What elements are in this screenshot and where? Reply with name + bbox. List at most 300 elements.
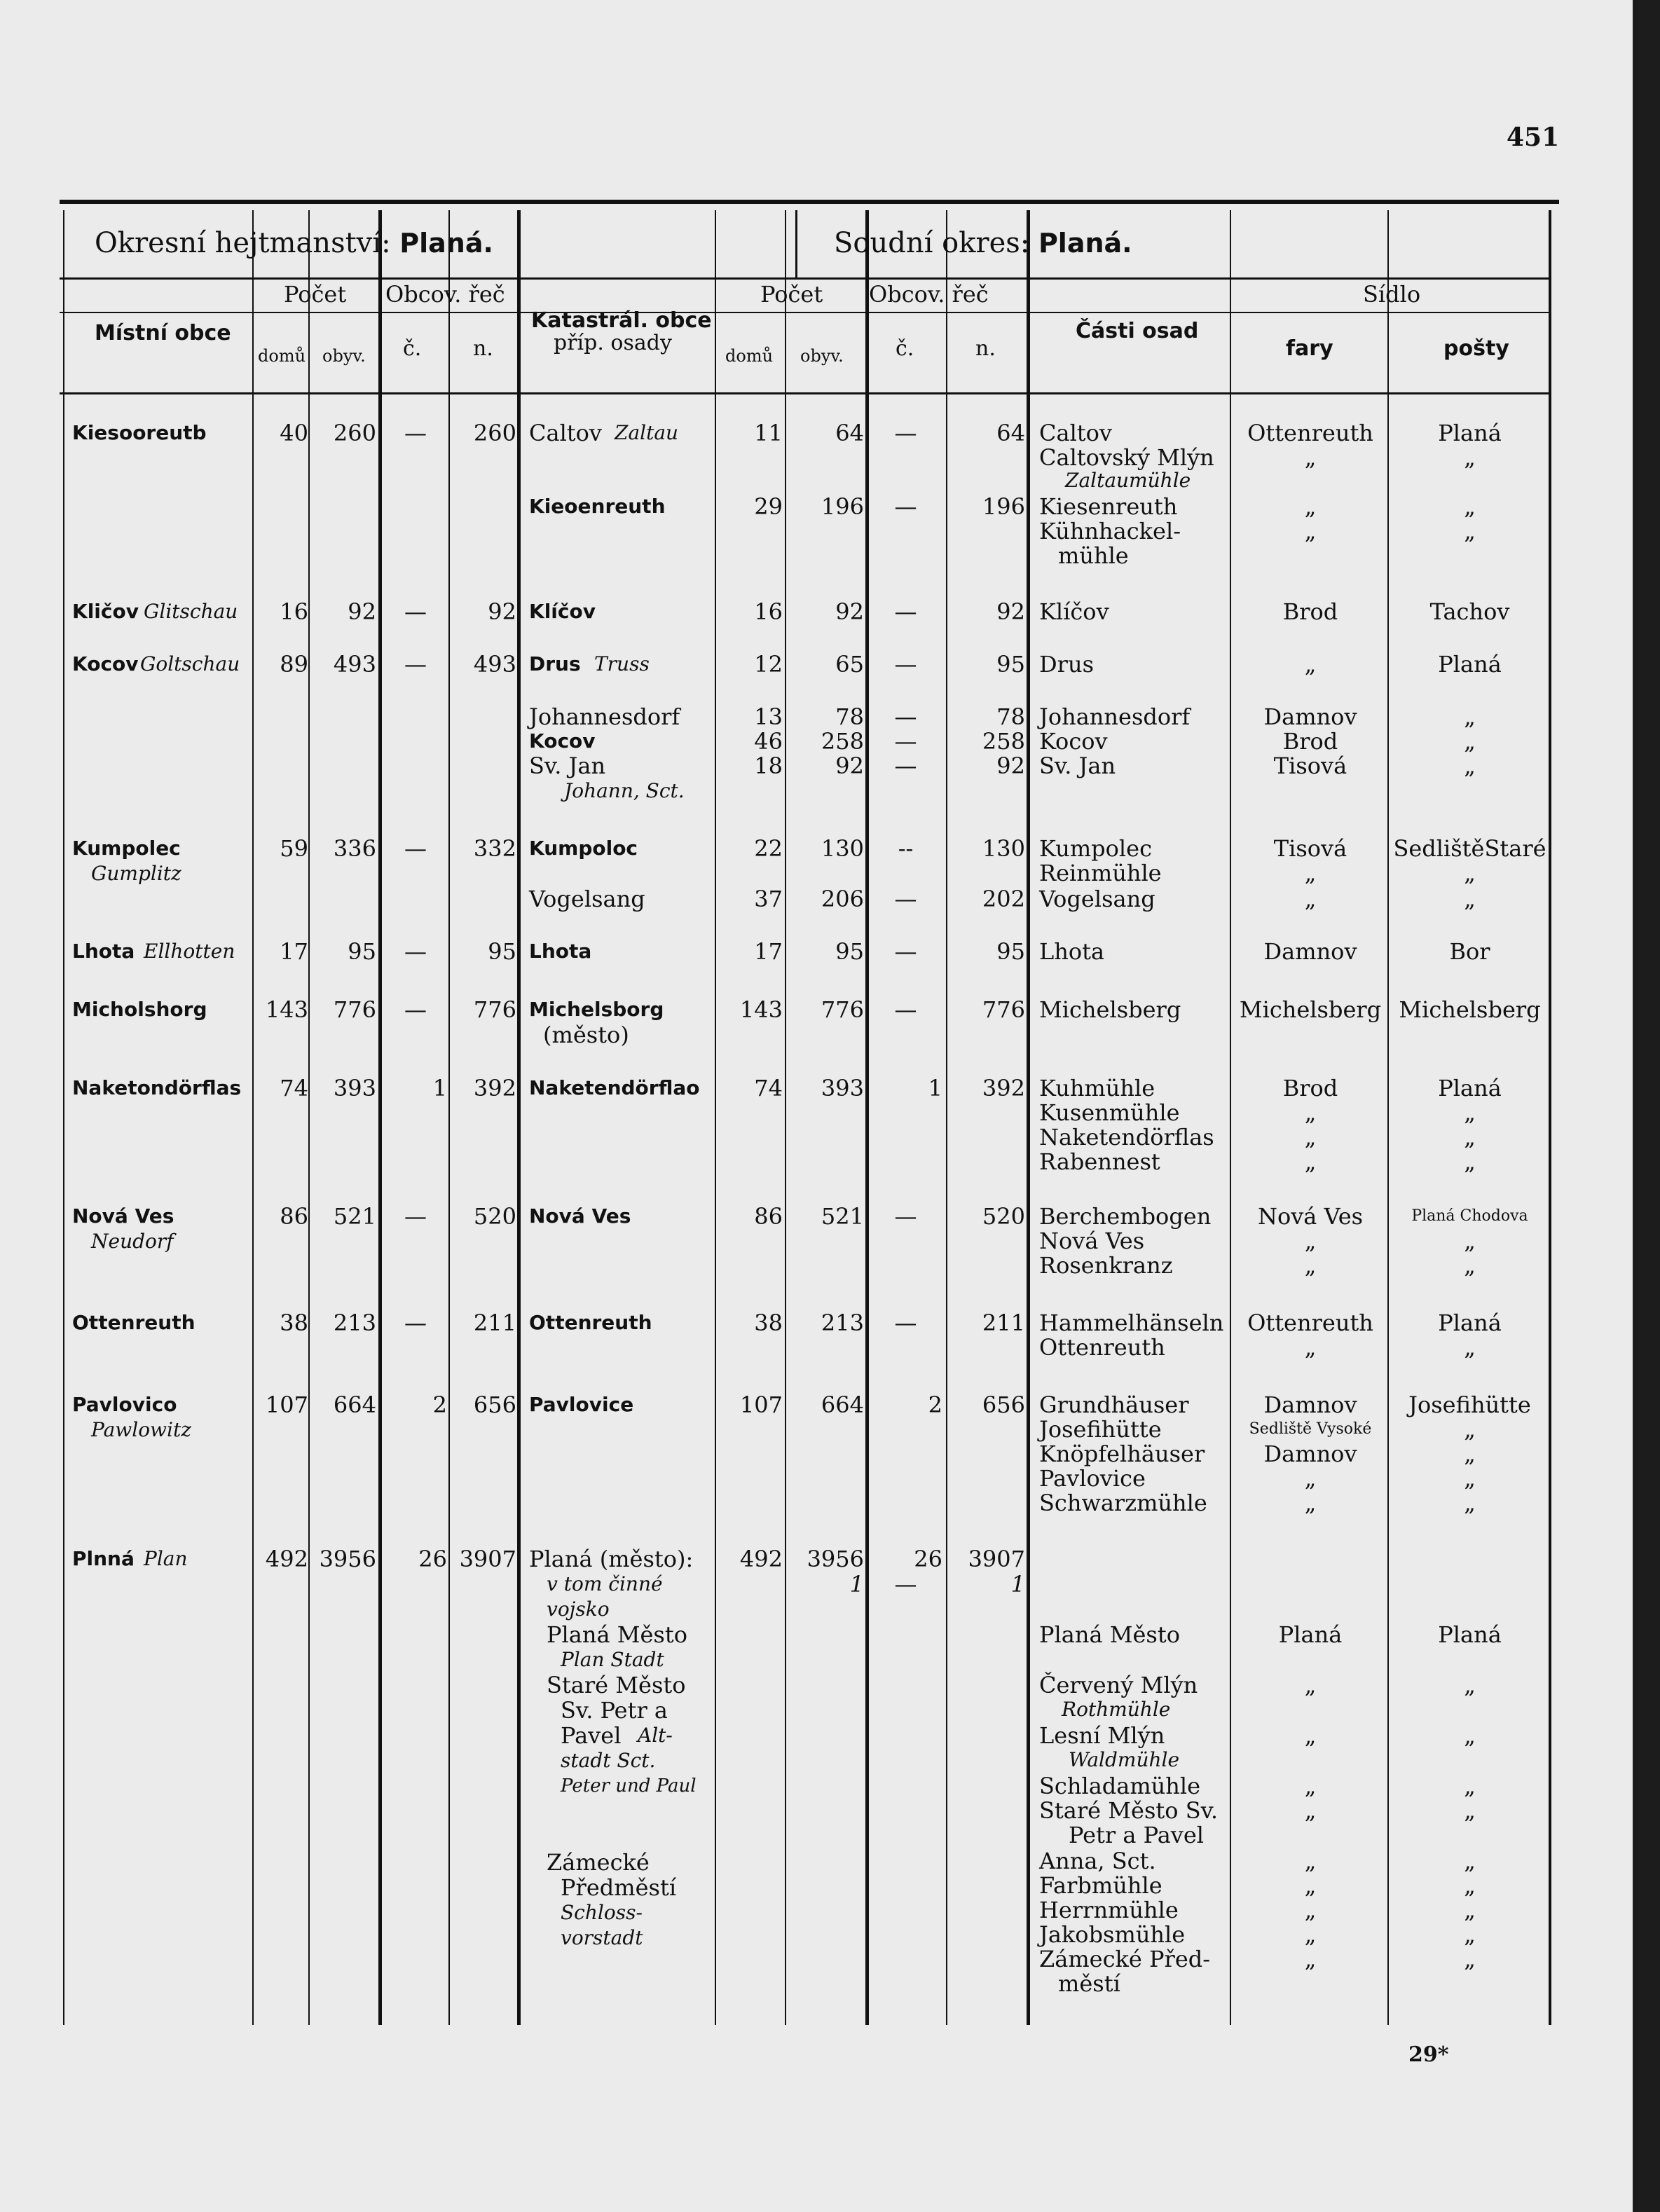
ditto-mark: „	[1464, 1490, 1476, 1516]
cast-osady: Červený Mlýn	[1039, 1672, 1198, 1698]
obyv: 213	[333, 1310, 376, 1336]
domu-2: 492	[739, 1546, 783, 1572]
cast-osady: Zámecké Před-	[1039, 1946, 1211, 1972]
page-number: 451	[1507, 123, 1560, 152]
posta: Michelsberg	[1399, 996, 1541, 1023]
obec-name: Kocov	[72, 652, 139, 675]
obcov-n-2: 656	[982, 1392, 1025, 1418]
obcov-c: —	[404, 938, 427, 965]
katastr-alt: Truss	[594, 652, 650, 675]
obcov-c-2: —	[894, 420, 917, 446]
ditto-mark: „	[1464, 1946, 1476, 1972]
katastr-name: Naketendörflao	[529, 1076, 700, 1099]
domu-2: 74	[754, 1075, 783, 1101]
katastr-name: Michelsborg	[529, 998, 664, 1021]
sidlo-under	[1230, 312, 1549, 313]
domu: 86	[280, 1203, 308, 1230]
col-katastr2: příp. osady	[554, 331, 672, 355]
katastr-name: Nová Ves	[529, 1204, 631, 1228]
ditto-mark: „	[1464, 1672, 1476, 1698]
posta: Bor	[1449, 938, 1490, 965]
obyv-2: 521	[821, 1203, 864, 1230]
obcov-n: 92	[488, 598, 516, 625]
katastr-name: Kumpoloc	[529, 837, 638, 860]
cast-osady: Sv. Jan	[1039, 753, 1116, 779]
katastr-name: Johannesdorf	[529, 703, 680, 730]
domu-2: 29	[754, 493, 783, 520]
domu: 107	[265, 1392, 308, 1418]
obec-name: Micholshorg	[72, 998, 207, 1021]
obyv-2: 130	[821, 835, 864, 862]
obcov-n-2: 78	[996, 703, 1025, 730]
obcov-n: 776	[473, 996, 516, 1023]
ditto-mark: „	[1304, 1148, 1317, 1175]
obcov-c-2: —	[894, 651, 917, 678]
cast-osady: mühle	[1058, 542, 1129, 569]
obcov-n-2: 258	[982, 728, 1025, 755]
plana-sub: Pavel	[561, 1722, 622, 1749]
obcov-n: 3907	[459, 1546, 516, 1572]
plana-sub: Předměstí	[561, 1874, 677, 1901]
ditto-mark: „	[1464, 1722, 1476, 1749]
col-mistni-obce: Místní obce	[95, 321, 231, 345]
domu-2: 143	[739, 996, 783, 1023]
domu-2: 12	[754, 651, 783, 678]
domu-2: 16	[754, 598, 783, 625]
domu-2: 11	[754, 420, 783, 446]
ditto-mark: „	[1464, 1848, 1476, 1874]
obyv: 493	[333, 651, 376, 678]
domu: 38	[280, 1310, 308, 1336]
cast-osady: Nová Ves	[1039, 1228, 1145, 1254]
katastr-name: Vogelsang	[529, 886, 645, 912]
cast-osady: Schwarzmühle	[1039, 1490, 1207, 1516]
obcov-n: 332	[473, 835, 516, 862]
obec-alt: Glitschau	[144, 600, 238, 623]
obcov-n: 493	[473, 651, 516, 678]
column-rule-5	[517, 210, 521, 2025]
ditto-mark: „	[1464, 1099, 1476, 1126]
district-header	[95, 228, 493, 259]
ditto-mark: „	[1464, 1252, 1476, 1279]
cast-osady: Lesní Mlýn	[1039, 1722, 1165, 1749]
ditto-mark: „	[1304, 1228, 1317, 1254]
obyv-2: 206	[821, 886, 864, 912]
cast-osady-de: Rothmühle	[1062, 1698, 1171, 1721]
column-rule-7	[785, 210, 786, 2025]
ditto-mark: „	[1304, 1946, 1317, 1972]
domu: 40	[280, 420, 308, 446]
obec-name: Naketondörflas	[72, 1076, 242, 1099]
obec-name: Kličov	[72, 600, 139, 623]
obyv: 3956	[319, 1546, 376, 1572]
domu: 89	[280, 651, 308, 678]
obcov-c-2: —	[894, 703, 917, 730]
posta: Planá	[1438, 1621, 1502, 1648]
obyv: 521	[333, 1203, 376, 1230]
domu: 17	[280, 938, 308, 965]
ditto-mark: „	[1304, 886, 1317, 912]
domu: 492	[265, 1546, 308, 1572]
col-posty: pošty	[1443, 336, 1509, 361]
domu: 74	[280, 1075, 308, 1101]
col-domu: domů	[258, 346, 306, 366]
katastr-name: Sv. Jan	[529, 753, 606, 779]
cast-osady: Pavlovice	[1039, 1465, 1146, 1492]
obec-alt: Gumplitz	[91, 862, 181, 885]
obyv-2: 776	[821, 996, 864, 1023]
cast-osady: Vogelsang	[1039, 886, 1155, 912]
plana-sub: vojsko	[547, 1598, 610, 1621]
obcov-n: 260	[473, 420, 516, 446]
col-fary: fary	[1286, 336, 1333, 361]
cast-osady: Jakobsmühle	[1039, 1921, 1186, 1948]
ditto-mark: „	[1304, 1921, 1317, 1948]
domu-2: 18	[754, 753, 783, 779]
column-rule-8	[865, 210, 869, 2025]
ditto-mark: „	[1304, 1897, 1317, 1923]
ditto-mark: „	[1464, 1773, 1476, 1799]
ditto-mark: „	[1304, 1099, 1317, 1126]
obcov-c-2: —	[894, 753, 917, 779]
court-label: Soudní okres:	[834, 227, 1038, 259]
ditto-mark: „	[1304, 1773, 1317, 1799]
pocet2-under	[715, 312, 1027, 313]
ditto-mark: „	[1464, 728, 1476, 755]
katastr-name: Drus	[529, 652, 581, 675]
cast-osady: Caltovský Mlýn	[1039, 444, 1214, 471]
col-sidlo: Sídlo	[1363, 281, 1421, 308]
ditto-mark: „	[1464, 703, 1476, 730]
obcov-n-2: 776	[982, 996, 1025, 1023]
ditto-mark: „	[1304, 1872, 1317, 1899]
posta: Tachov	[1429, 598, 1510, 625]
obcov-c: 2	[432, 1392, 447, 1418]
ditto-mark: „	[1304, 444, 1317, 471]
obyv-2: 664	[821, 1392, 864, 1418]
plana-sub: Plan Stadt	[561, 1648, 664, 1671]
cast-osady: Herrnmühle	[1039, 1897, 1179, 1923]
ditto-mark: „	[1464, 1334, 1476, 1361]
domu: 16	[280, 598, 308, 625]
fara: Brod	[1282, 728, 1338, 755]
cast-osady: Josefihütte	[1039, 1416, 1162, 1443]
obyv-2: 258	[821, 728, 864, 755]
column-rule-13	[1549, 210, 1551, 2025]
obcov-c-2: —	[894, 996, 917, 1023]
katastr-alt: (město)	[543, 1022, 629, 1048]
col-pocet: Počet	[284, 281, 347, 308]
column-rule-0	[63, 210, 64, 2025]
obyv-2: 196	[821, 493, 864, 520]
plana-n-mil: 1	[1010, 1571, 1025, 1598]
ditto-mark: „	[1464, 1441, 1476, 1467]
ditto-mark: „	[1464, 886, 1476, 912]
fara: Damnov	[1263, 1392, 1357, 1418]
col-obyv-2: obyv.	[800, 346, 844, 366]
katastr-name: Ottenreuth	[529, 1311, 652, 1334]
cast-osady: Drus	[1039, 651, 1094, 678]
column-rule-3	[378, 210, 382, 2025]
cast-osady: Kühnhackel-	[1039, 518, 1181, 544]
cast-osady: Ottenreuth	[1039, 1334, 1165, 1361]
obcov-c: —	[404, 835, 427, 862]
fara: Planá	[1278, 1621, 1343, 1648]
obcov-c: 1	[432, 1075, 447, 1101]
fara: Damnov	[1263, 1441, 1357, 1467]
domu-2: 37	[754, 886, 783, 912]
obec-name: Pavlovico	[72, 1393, 177, 1416]
obcov-c-2: —	[894, 728, 917, 755]
obcov-c: —	[404, 420, 427, 446]
fara: Ottenreuth	[1247, 420, 1373, 446]
court-name: Planá.	[1038, 228, 1132, 259]
obyv: 260	[333, 420, 376, 446]
cast-osady: Michelsberg	[1039, 996, 1181, 1023]
obyv: 95	[348, 938, 376, 965]
obcov-c: —	[404, 1203, 427, 1230]
posta: Planá	[1438, 1075, 1502, 1101]
cast-osady: Rosenkranz	[1039, 1252, 1173, 1279]
obyv-2: 64	[835, 420, 864, 446]
obcov-n: 656	[473, 1392, 516, 1418]
obec-alt: Plan	[144, 1547, 188, 1570]
col-obcov: Obcov. řeč	[385, 281, 505, 308]
top-rule	[60, 200, 1559, 204]
column-rule-12	[1387, 210, 1389, 2025]
ditto-mark: „	[1304, 518, 1317, 544]
ditto-mark: „	[1304, 651, 1317, 678]
col-obyv: obyv.	[322, 346, 366, 366]
fara: Brod	[1282, 1075, 1338, 1101]
col-katastr: Katastrál. obce	[531, 308, 712, 333]
obyv-2: 92	[835, 598, 864, 625]
cast-osady: Klíčov	[1039, 598, 1109, 625]
domu-2: 13	[754, 703, 783, 730]
header-divider	[60, 277, 1549, 280]
cast-osady: Kumpolec	[1039, 835, 1152, 862]
obec-alt: Neudorf	[91, 1230, 174, 1253]
obcov-c-2: 1	[928, 1075, 942, 1101]
fara: Ottenreuth	[1247, 1310, 1373, 1336]
fara: Damnov	[1263, 938, 1357, 965]
posta: Planá Chodova	[1411, 1207, 1528, 1225]
katastr-name: Kieoenreuth	[529, 495, 666, 518]
ditto-mark: „	[1464, 1872, 1476, 1899]
obyv: 92	[348, 598, 376, 625]
posta: Planá	[1438, 651, 1502, 678]
ditto-mark: „	[1464, 518, 1476, 544]
cast-osady: Kuhmühle	[1039, 1075, 1155, 1101]
fara: Michelsberg	[1239, 996, 1382, 1023]
cast-osady: Kiesenreuth	[1039, 493, 1178, 520]
ditto-mark: „	[1464, 1416, 1476, 1443]
column-rule-2	[308, 210, 310, 2025]
obcov-n-2: 3907	[968, 1546, 1025, 1572]
cast-osady-de: Waldmühle	[1069, 1748, 1180, 1771]
header-bottom-rule	[60, 392, 1549, 394]
ditto-mark: „	[1464, 1148, 1476, 1175]
ditto-mark: „	[1464, 1465, 1476, 1492]
pocet-under	[252, 312, 519, 313]
col-n-2: n.	[975, 336, 996, 361]
obcov-c-2: —	[894, 493, 917, 520]
fara: Tisová	[1273, 753, 1347, 779]
ditto-mark: „	[1464, 1124, 1476, 1150]
katastr-name: Planá (město):	[529, 1546, 694, 1572]
col-c: č.	[403, 336, 422, 361]
plana-sub: Sv. Petr a	[561, 1697, 668, 1724]
plana-sub: Planá Město	[547, 1621, 687, 1648]
cast-osady: Schladamühle	[1039, 1773, 1201, 1799]
ditto-mark: „	[1464, 1897, 1476, 1923]
col-pocet-2: Počet	[760, 281, 823, 308]
cast-osady: Planá Město	[1039, 1621, 1180, 1648]
obcov-n-2: 520	[982, 1203, 1025, 1230]
fara: Tisová	[1273, 835, 1347, 862]
ditto-mark: „	[1304, 1722, 1317, 1749]
plana-sub: v tom činné	[547, 1572, 663, 1595]
domu-2: 46	[754, 728, 783, 755]
obyv: 393	[333, 1075, 376, 1101]
obyv-2: 213	[821, 1310, 864, 1336]
katastr-name: Kocov	[529, 729, 596, 753]
cast-osady: Lhota	[1039, 938, 1105, 965]
fara: Damnov	[1263, 703, 1357, 730]
obcov-c-2: —	[894, 938, 917, 965]
obcov-c-2: —	[894, 886, 917, 912]
ditto-mark: „	[1304, 493, 1317, 520]
footer-signature: 29*	[1408, 2042, 1449, 2067]
cast-osady: Petr a Pavel	[1069, 1822, 1205, 1848]
ditto-mark: „	[1464, 493, 1476, 520]
cast-osady: Rabennest	[1039, 1148, 1160, 1175]
katastr-alt: Johann, Sct.	[564, 779, 685, 802]
obyv: 336	[333, 835, 376, 862]
obyv-2: 65	[835, 651, 864, 678]
obyv-2: 95	[835, 938, 864, 965]
obyv-2: 3956	[807, 1546, 864, 1572]
ditto-mark: „	[1304, 1672, 1317, 1698]
cast-osady: Johannesdorf	[1039, 703, 1191, 730]
cast-osady: Naketendörflas	[1039, 1124, 1214, 1150]
obcov-c-2: —	[894, 598, 917, 625]
col-n: n.	[473, 336, 493, 361]
domu: 143	[265, 996, 308, 1023]
cast-osady: Knöpfelhäuser	[1039, 1441, 1205, 1467]
plana-c-mil: —	[894, 1571, 917, 1598]
cast-osady: Farbmühle	[1039, 1872, 1162, 1899]
obec-name: Kiesooreutb	[72, 421, 207, 444]
cast-osady: městí	[1058, 1970, 1120, 1997]
obcov-n-2: 130	[982, 835, 1025, 862]
domu-2: 38	[754, 1310, 783, 1336]
column-rule-6	[715, 210, 716, 2025]
ditto-mark: „	[1464, 753, 1476, 779]
cast-osady: Staré Město Sv.	[1039, 1797, 1219, 1824]
obcov-n-2: 92	[996, 753, 1025, 779]
plana-sub: Peter und Paul	[561, 1775, 697, 1797]
col-casti-osad: Části osad	[1076, 319, 1199, 343]
obcov-n-2: 196	[982, 493, 1025, 520]
ditto-mark: „	[1464, 1797, 1476, 1824]
cast-osady: Grundhäuser	[1039, 1392, 1189, 1418]
posta: SedlištěStaré	[1393, 835, 1546, 862]
katastr-name: Pavlovice	[529, 1393, 634, 1416]
plana-sub: Staré Město	[547, 1672, 686, 1698]
domu-2: 86	[754, 1203, 783, 1230]
obcov-n-2: 202	[982, 886, 1025, 912]
obcov-c: —	[404, 1310, 427, 1336]
obec-name: Ottenreuth	[72, 1311, 196, 1334]
katastr-name: Caltov	[529, 420, 602, 446]
column-rule-4	[448, 210, 450, 2025]
ditto-mark: „	[1304, 1797, 1317, 1824]
cast-osady: Reinmühle	[1039, 860, 1162, 886]
obcov-n-2: 95	[996, 938, 1025, 965]
column-rule-11	[1230, 210, 1231, 2025]
obcov-n: 211	[473, 1310, 516, 1336]
obcov-n: 95	[488, 938, 516, 965]
obcov-c: —	[404, 598, 427, 625]
cast-osady: Hammelhänseln	[1039, 1310, 1224, 1336]
district-label: Okresní hejtmanství:	[95, 227, 400, 259]
obcov-n-2: 64	[996, 420, 1025, 446]
obcov-c-2: —	[894, 1310, 917, 1336]
obcov-c-2: --	[898, 835, 914, 862]
district-name: Planá.	[399, 228, 493, 259]
domu-2: 107	[739, 1392, 783, 1418]
katastr-alt: Zaltau	[615, 421, 679, 444]
obcov-c: —	[404, 651, 427, 678]
plana-obyv-mil: 1	[849, 1571, 864, 1598]
ditto-mark: „	[1464, 1921, 1476, 1948]
column-rule-9	[946, 210, 947, 2025]
column-rule-10	[1027, 210, 1030, 2025]
obec-alt: Pawlowitz	[91, 1418, 191, 1441]
obec-name: Nová Ves	[72, 1204, 174, 1228]
posta: Planá	[1438, 1310, 1502, 1336]
obec-name: Lhota	[72, 940, 135, 963]
obcov-n: 520	[473, 1203, 516, 1230]
fara: Nová Ves	[1257, 1203, 1364, 1230]
col-domu-2: domů	[725, 346, 774, 366]
posta: Josefihütte	[1408, 1392, 1531, 1418]
obyv-2: 393	[821, 1075, 864, 1101]
obec-alt: Goltschau	[140, 652, 240, 675]
cast-osady: Berchembogen	[1039, 1203, 1212, 1230]
plana-sub: Zámecké	[547, 1849, 650, 1876]
obec-name: Plnná	[72, 1547, 135, 1570]
column-rule-1	[252, 210, 254, 2025]
plana-sub: stadt Sct.	[561, 1749, 656, 1772]
plana-sub: Alt-	[638, 1724, 673, 1747]
posta: Planá	[1438, 420, 1502, 446]
obcov-n: 392	[473, 1075, 516, 1101]
ditto-mark: „	[1304, 860, 1317, 886]
court-header	[834, 228, 1132, 259]
scan-edge	[1633, 0, 1660, 2212]
obec-name: Kumpolec	[72, 837, 181, 860]
cast-osady: Kocov	[1039, 728, 1108, 755]
katastr-name: Klíčov	[529, 600, 596, 623]
obyv: 776	[333, 996, 376, 1023]
obyv-2: 78	[835, 703, 864, 730]
cast-osady-de: Zaltaumühle	[1065, 469, 1191, 492]
obec-alt: Ellhotten	[144, 940, 235, 963]
ditto-mark: „	[1464, 860, 1476, 886]
plana-sub: Schloss-	[561, 1901, 643, 1924]
